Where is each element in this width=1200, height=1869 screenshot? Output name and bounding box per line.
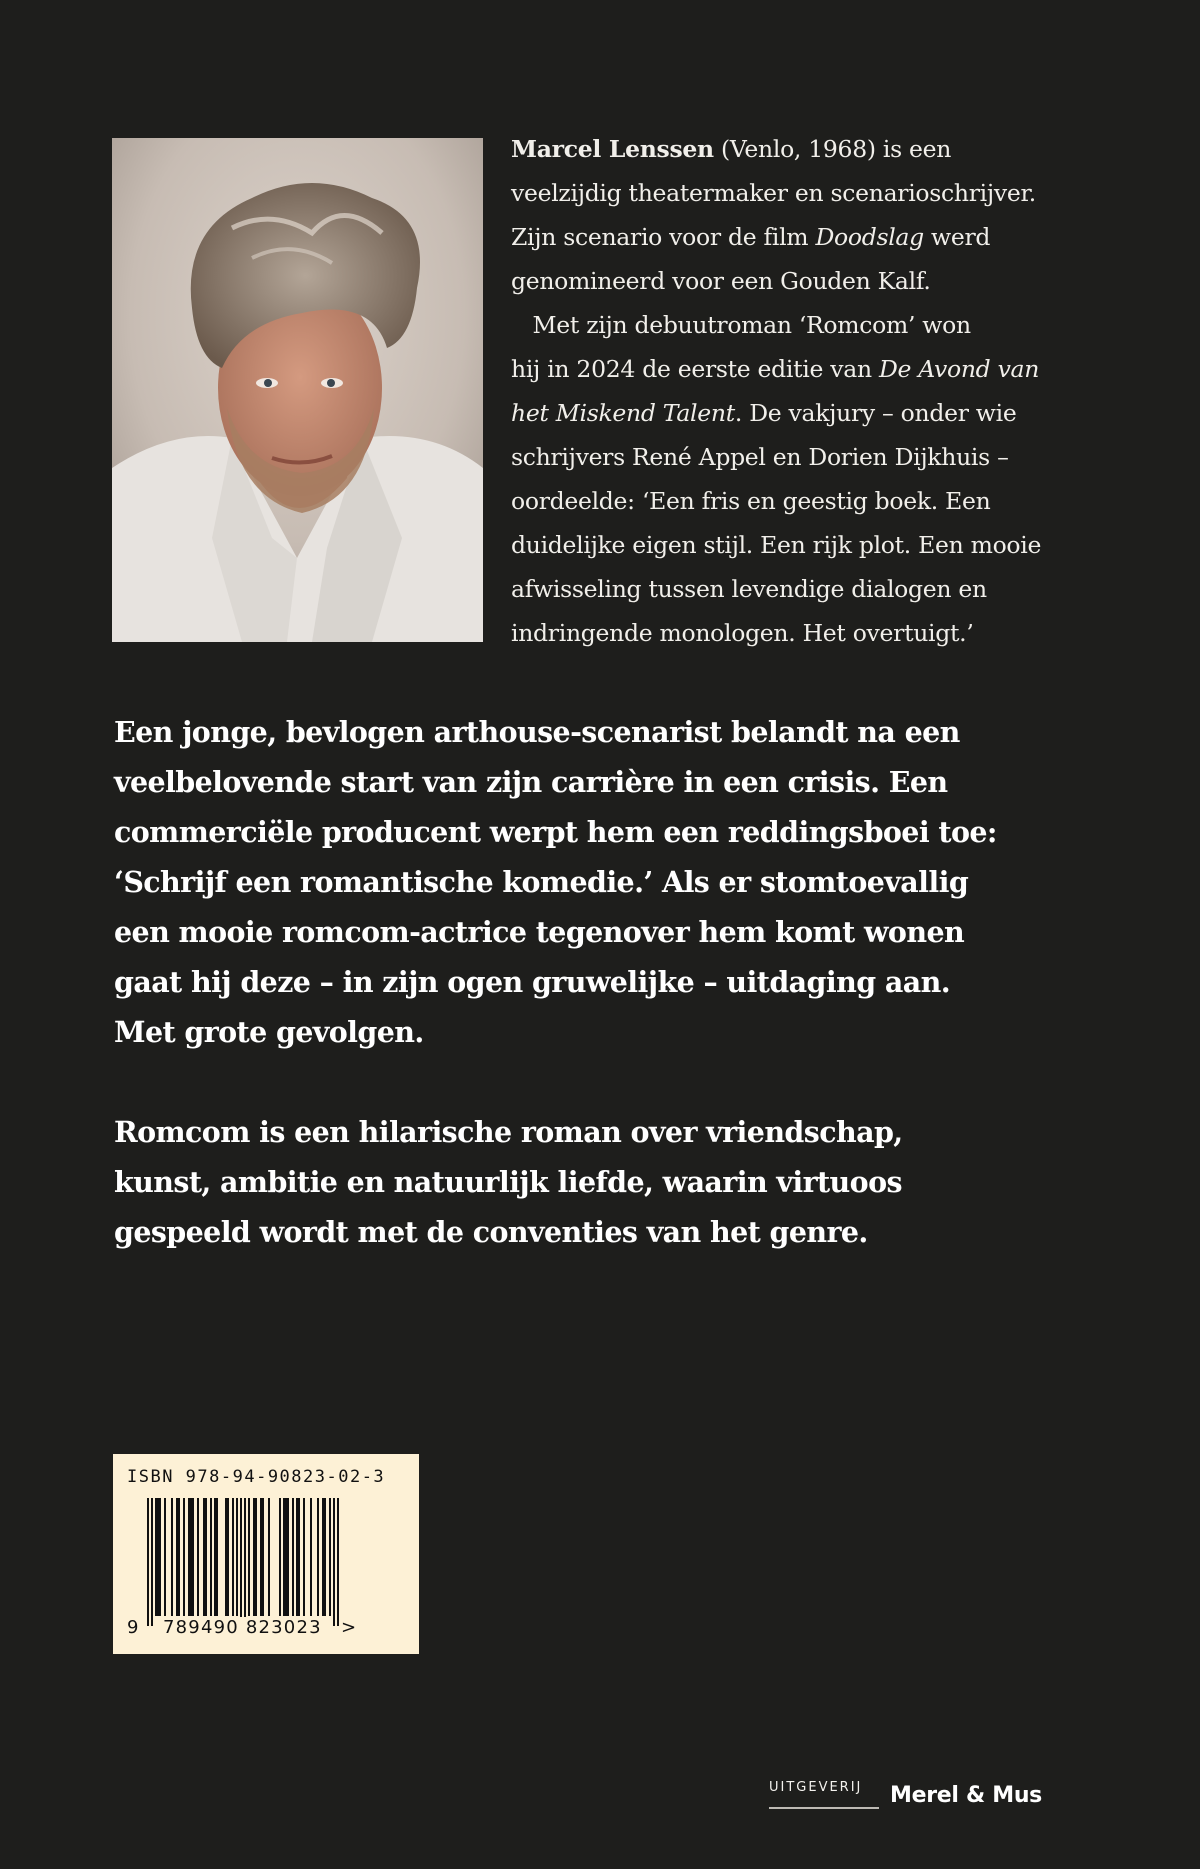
isbn-barcode xyxy=(113,1454,419,1654)
author-photo xyxy=(112,138,483,642)
ean-digits: 789490 823023 xyxy=(163,1617,322,1638)
blurb-line: een mooie romcom-actrice tegenover hem komt wonen xyxy=(114,915,965,949)
blurb-line: veelbelovende start van zijn carrière in een crisis. Een xyxy=(114,765,948,799)
bio-line: Zijn scenario voor de film Doodslag werd xyxy=(511,223,991,251)
bio-line: oordeelde: ‘Een fris en geestig boek. Een xyxy=(511,487,991,515)
bio-line: schrijvers René Appel en Dorien Dijkhuis – xyxy=(511,443,1009,471)
bio-line: hij in 2024 de eerste editie van De Avond van xyxy=(511,355,1040,383)
bio-line: veelzijdig theatermaker en scenarioschrijver. xyxy=(511,179,1036,207)
bio-line: genomineerd voor een Gouden Kalf. xyxy=(511,267,931,295)
blurb-line: gespeeld wordt met de conventies van het genre. xyxy=(114,1215,868,1249)
blurb-line: gaat hij deze – in zijn ogen gruwelijke – uitdaging aan. xyxy=(114,965,951,999)
bio-line: Met zijn debuutroman ‘Romcom’ won xyxy=(511,311,971,339)
isbn-label: ISBN 978-94-90823-02-3 xyxy=(127,1467,386,1487)
author-portrait-illustration xyxy=(112,138,483,642)
blurb-line: Een jonge, bevlogen arthouse-scenarist belandt na een xyxy=(114,715,960,749)
bio-line: duidelijke eigen stijl. Een rijk plot. Een mooie xyxy=(511,531,1042,559)
award-title: De Avond van xyxy=(878,355,1040,383)
blurb-line: commerciële producent werpt hem een reddingsboei toe: xyxy=(114,815,997,849)
ean-first-digit: 9 xyxy=(127,1617,139,1638)
blurb-line: Met grote gevolgen. xyxy=(114,1015,424,1049)
bio-line: het Miskend Talent. De vakjury – onder wie xyxy=(511,399,1017,427)
bio-line: afwisseling tussen levendige dialogen en xyxy=(511,575,987,603)
blurb-line: kunst, ambitie en natuurlijk liefde, waarin virtuoos xyxy=(114,1165,902,1199)
author-name: Marcel Lenssen xyxy=(511,135,714,163)
blurb-line: ‘Schrijf een romantische komedie.’ Als er stomtoevallig xyxy=(114,865,969,899)
bio-line: Marcel Lenssen (Venlo, 1968) is een xyxy=(511,135,952,163)
ean-quiet-zone-arrow: > xyxy=(341,1617,357,1638)
film-title: Doodslag xyxy=(815,223,924,251)
award-title-cont: het Miskend Talent xyxy=(511,399,735,427)
barcode-bars-icon xyxy=(147,1498,347,1626)
publisher-name: Merel & Mus xyxy=(890,1783,1042,1808)
bio-line: indringende monologen. Het overtuigt.’ xyxy=(511,619,974,647)
publisher-underline xyxy=(769,1807,879,1809)
blurb-line: Romcom is een hilarische roman over vriendschap, xyxy=(114,1115,903,1149)
publisher-prefix: UITGEVERIJ xyxy=(769,1780,863,1795)
